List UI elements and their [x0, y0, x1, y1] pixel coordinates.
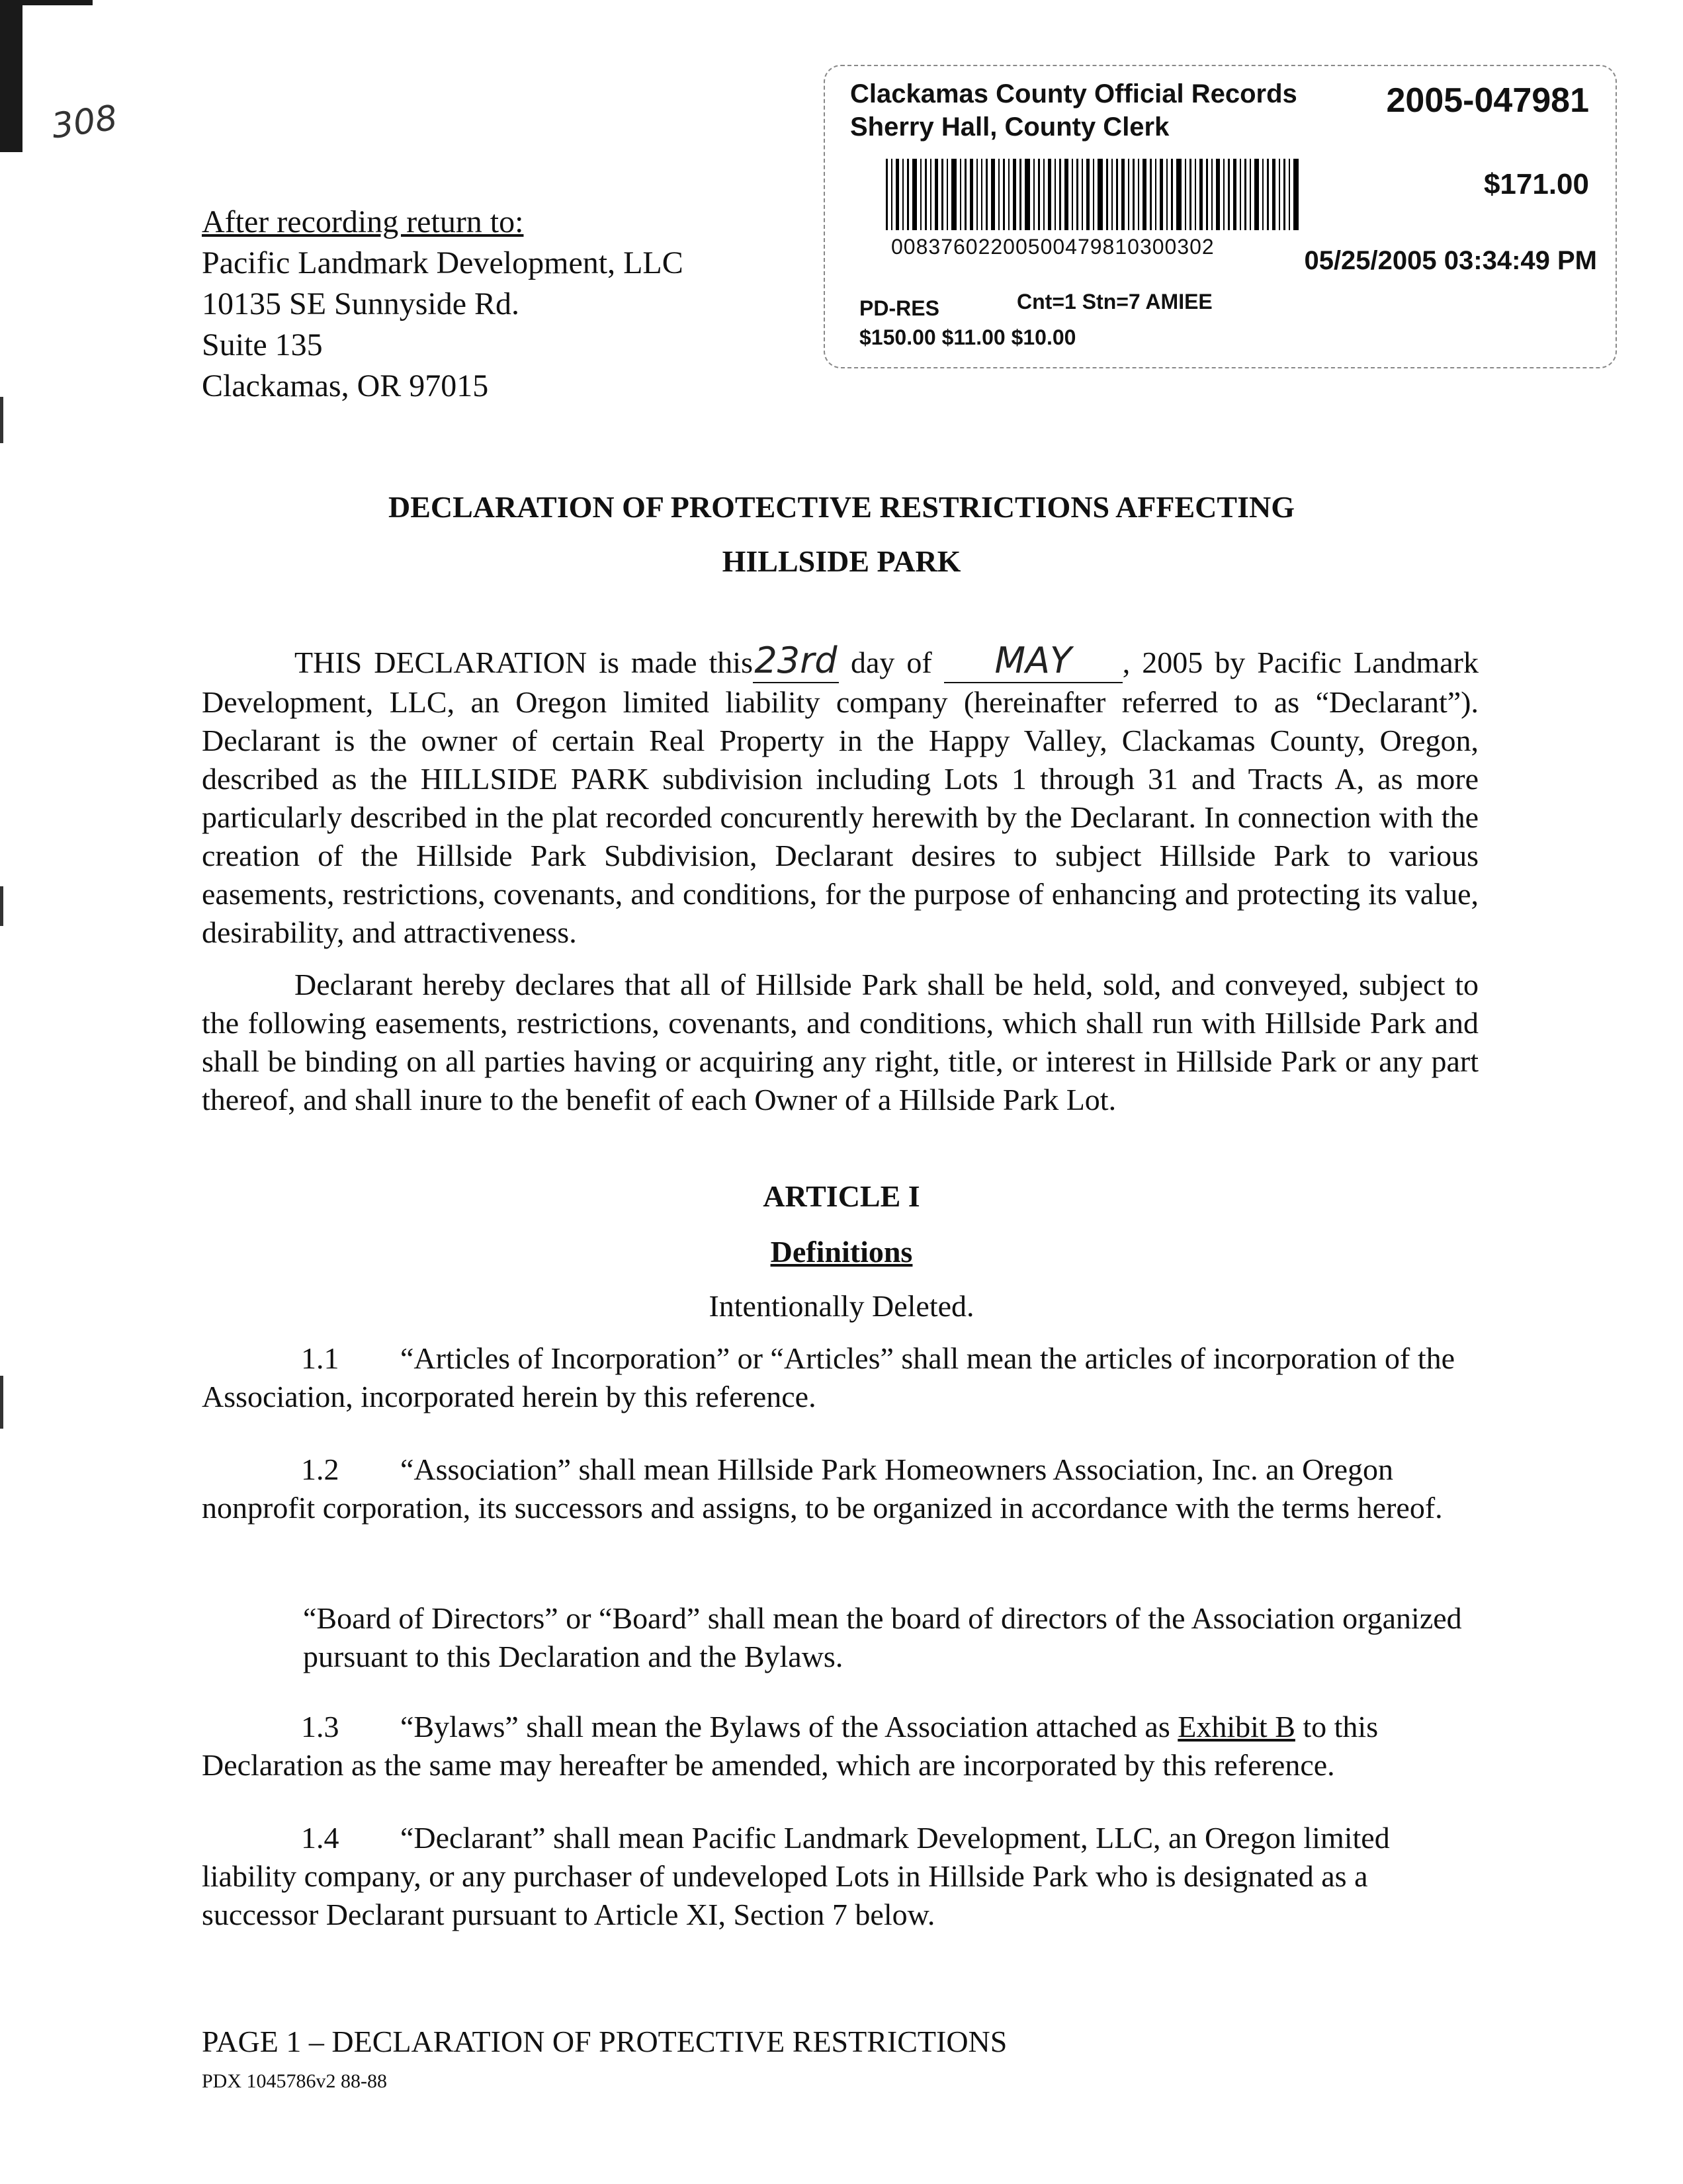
barcode-bar: [1233, 159, 1236, 230]
stamp-clerk: Sherry Hall, County Clerk: [850, 112, 1170, 142]
article-subheading: [0, 1234, 1683, 1269]
section-text: “Declarant” shall mean Pacific Landmark Development, LLC, an Oregon limited liability company, or any purchaser of undeveloped Lots in Hillside Park who is designated as a successor Declarant pursuant to Article XI, Section 7 below.: [202, 1821, 1390, 1931]
return-address-line: Suite 135: [202, 327, 323, 362]
barcode-bar: [907, 159, 909, 230]
article-subheading-text: Definitions: [770, 1235, 913, 1269]
barcode-bar: [1150, 159, 1152, 230]
section-board: [303, 1599, 1467, 1676]
barcode-bar: [902, 159, 904, 230]
barcode-bar: [1279, 159, 1280, 230]
barcode-bar: [1176, 159, 1182, 230]
barcode-bar: [886, 159, 888, 230]
page-footer: PAGE 1 – DECLARATION OF PROTECTIVE RESTRICTIONS: [202, 2025, 1008, 2058]
barcode-bar: [1019, 159, 1021, 230]
barcode-bar: [1254, 159, 1259, 230]
section-number: 1.2: [301, 1452, 339, 1486]
barcode-bar: [1008, 159, 1010, 230]
barcode-bar: [1106, 159, 1108, 230]
section-text: “Board of Directors” or “Board” shall mean the board of directors of the Association organized pursuant to this Declaration and the Bylaws.: [303, 1601, 1462, 1673]
barcode-bar: [930, 159, 931, 230]
return-address-line: Pacific Landmark Development, LLC: [202, 245, 683, 280]
barcode-bar: [1082, 159, 1083, 230]
barcode-bar: [976, 159, 978, 230]
scan-artifact: [0, 0, 22, 152]
document-title: DECLARATION OF PROTECTIVE RESTRICTIONS AFFECTING: [388, 490, 1295, 524]
barcode-bar: [947, 159, 948, 230]
barcode-bar: [1133, 159, 1135, 230]
barcode-bar: [1206, 159, 1208, 230]
barcode-bar: [896, 159, 899, 230]
barcode-bar: [1059, 159, 1061, 230]
barcode-bar: [941, 159, 943, 230]
barcode-bar: [1025, 159, 1030, 230]
document-code: PDX 1045786v2 88-88: [202, 2070, 388, 2092]
intro-paragraph: [202, 642, 1479, 952]
barcode-bar: [1128, 159, 1129, 230]
intro-text-dayof: day of: [850, 646, 932, 679]
barcode-bar: [1086, 159, 1090, 230]
barcode-bar: [891, 159, 892, 230]
barcode-bar: [1013, 159, 1016, 230]
barcode-bar: [1240, 159, 1241, 230]
barcode-bar: [1283, 159, 1285, 230]
scan-artifact: [0, 397, 3, 443]
barcode-bar: [1111, 159, 1113, 230]
barcode-bar: [1171, 159, 1173, 230]
barcode-bar: [1250, 159, 1251, 230]
barcode-bar: [935, 159, 938, 230]
barcode-bar: [1223, 159, 1225, 230]
barcode-bar: [1055, 159, 1056, 230]
barcode-bar: [1293, 159, 1299, 230]
section-1-4: [202, 1819, 1479, 1934]
barcode-bar: [1033, 159, 1035, 230]
barcode-bar: [1267, 159, 1269, 230]
barcode-bar: [1098, 159, 1103, 230]
stamp-fee-total: $171.00: [1483, 168, 1589, 200]
section-text: “Association” shall mean Hillside Park Homeowners Association, Inc. an Oregon nonprofit corporation, its successors and assigns, to be organized in accordance with the terms hereof.: [202, 1452, 1443, 1525]
handwritten-month: MAY: [994, 640, 1072, 681]
barcode-bar: [1160, 159, 1163, 230]
article-heading: ARTICLE I: [763, 1179, 920, 1213]
handwritten-page-number: 308: [49, 98, 120, 147]
barcode-bar: [1211, 159, 1213, 230]
document-subtitle: HILLSIDE PARK: [722, 544, 961, 578]
barcode-bar: [1064, 159, 1068, 230]
section-text: to this Declaration as the same may hereafter be amended, which are incorporated by this reference.: [202, 1710, 1379, 1782]
barcode-bar: [970, 159, 973, 230]
section-1-2: [202, 1450, 1479, 1527]
barcode-bar: [912, 159, 917, 230]
barcode-bar: [1093, 159, 1094, 230]
barcode-bar: [1138, 159, 1139, 230]
barcode: [886, 159, 1389, 230]
barcode-bar: [1272, 159, 1275, 230]
barcode-bar: [1038, 159, 1040, 230]
stamp-fees: $150.00 $11.00 $10.00: [859, 325, 1076, 349]
barcode-bar: [1121, 159, 1125, 230]
return-address: [202, 202, 683, 407]
recording-stamp: [824, 65, 1617, 368]
barcode-bar: [1185, 159, 1186, 230]
declaration-paragraph: [202, 966, 1479, 1119]
barcode-bar: [981, 159, 982, 230]
stamp-code: PD-RES: [859, 296, 939, 320]
barcode-bar: [965, 159, 967, 230]
barcode-bar: [1143, 159, 1146, 230]
barcode-bar: [991, 159, 995, 230]
declaration-text: Declarant hereby declares that all of Hillside Park shall be held, sold, and conveyed, subject to the following easements, restrictions, covenants, and conditions, which shall run with Hillside Park and shall be binding on all parties having or acquiring any right, title, or interest in Hillside Park or any part thereof, and shall inure to the benefit of each Owner of a Hillside Park Lot.: [202, 968, 1479, 1116]
barcode-bar: [1076, 159, 1078, 230]
barcode-bar: [1244, 159, 1246, 230]
barcode-bar: [1155, 159, 1156, 230]
barcode-bar: [986, 159, 988, 230]
barcode-bar: [951, 159, 957, 230]
section-1-1: [202, 1339, 1479, 1416]
barcode-bar: [998, 159, 1000, 230]
barcode-bar: [1048, 159, 1051, 230]
stamp-counts: Cnt=1 Stn=7 AMIEE: [1017, 290, 1213, 314]
scan-artifact: [0, 1376, 3, 1429]
barcode-bar: [1216, 159, 1220, 230]
section-text: “Articles of Incorporation” or “Articles” shall mean the articles of incorporation of the Association, incorporated herein by this reference.: [202, 1341, 1455, 1413]
return-address-line: Clackamas, OR 97015: [202, 368, 489, 403]
intro-text-rest: , 2005 by Pacific Landmark Development, LLC, an Oregon limited liability company (hereinafter referred to as “Declarant”). Declarant is the owner of certain Real Property in the Happy Valley, Clackamas County, Oregon, described as the HILLSIDE PARK subdivision including Lots 1 through 31 and Tracts A, as more particularly described in the plat recorded concurently herewith by the Declarant. In connection with the creation of the Hillside Park Subdivision, Declarant desires to subject Hillside Park to various easements, restrictions, covenants, and conditions, for the purpose of enhancing and protecting its value, desirability, and attractiveness.: [202, 646, 1479, 949]
barcode-bar: [1166, 159, 1168, 230]
barcode-bar: [1289, 159, 1290, 230]
stamp-record-number: 2005-047981: [1386, 81, 1589, 120]
section-number: 1.1: [301, 1341, 339, 1375]
article-note: Intentionally Deleted.: [709, 1289, 974, 1323]
return-address-line: 10135 SE Sunnyside Rd.: [202, 286, 520, 321]
exhibit-reference: Exhibit B: [1178, 1710, 1295, 1743]
barcode-bar: [960, 159, 961, 230]
stamp-datetime: 05/25/2005 03:34:49 PM: [1304, 246, 1597, 275]
barcode-bar: [1116, 159, 1118, 230]
barcode-bar: [1072, 159, 1073, 230]
barcode-bar: [1043, 159, 1045, 230]
scan-artifact: [0, 886, 3, 926]
barcode-bar: [1003, 159, 1005, 230]
section-number: 1.3: [301, 1710, 339, 1743]
handwritten-day: 23rd: [754, 640, 838, 681]
barcode-bar: [1189, 159, 1191, 230]
section-number: 1.4: [301, 1821, 339, 1855]
stamp-county: Clackamas County Official Records: [850, 79, 1297, 108]
barcode-bar: [1195, 159, 1196, 230]
barcode-bar: [920, 159, 922, 230]
barcode-bar: [1228, 159, 1230, 230]
barcode-bar: [925, 159, 927, 230]
barcode-bar: [1199, 159, 1203, 230]
intro-text-start: THIS DECLARATION is made this: [294, 646, 753, 679]
section-1-3: [202, 1708, 1479, 1785]
barcode-digits: 00837602200500479810300302: [891, 235, 1215, 259]
return-address-label: After recording return to:: [202, 204, 524, 239]
section-text: “Bylaws” shall mean the Bylaws of the Association attached as: [400, 1710, 1178, 1743]
barcode-bar: [1262, 159, 1264, 230]
